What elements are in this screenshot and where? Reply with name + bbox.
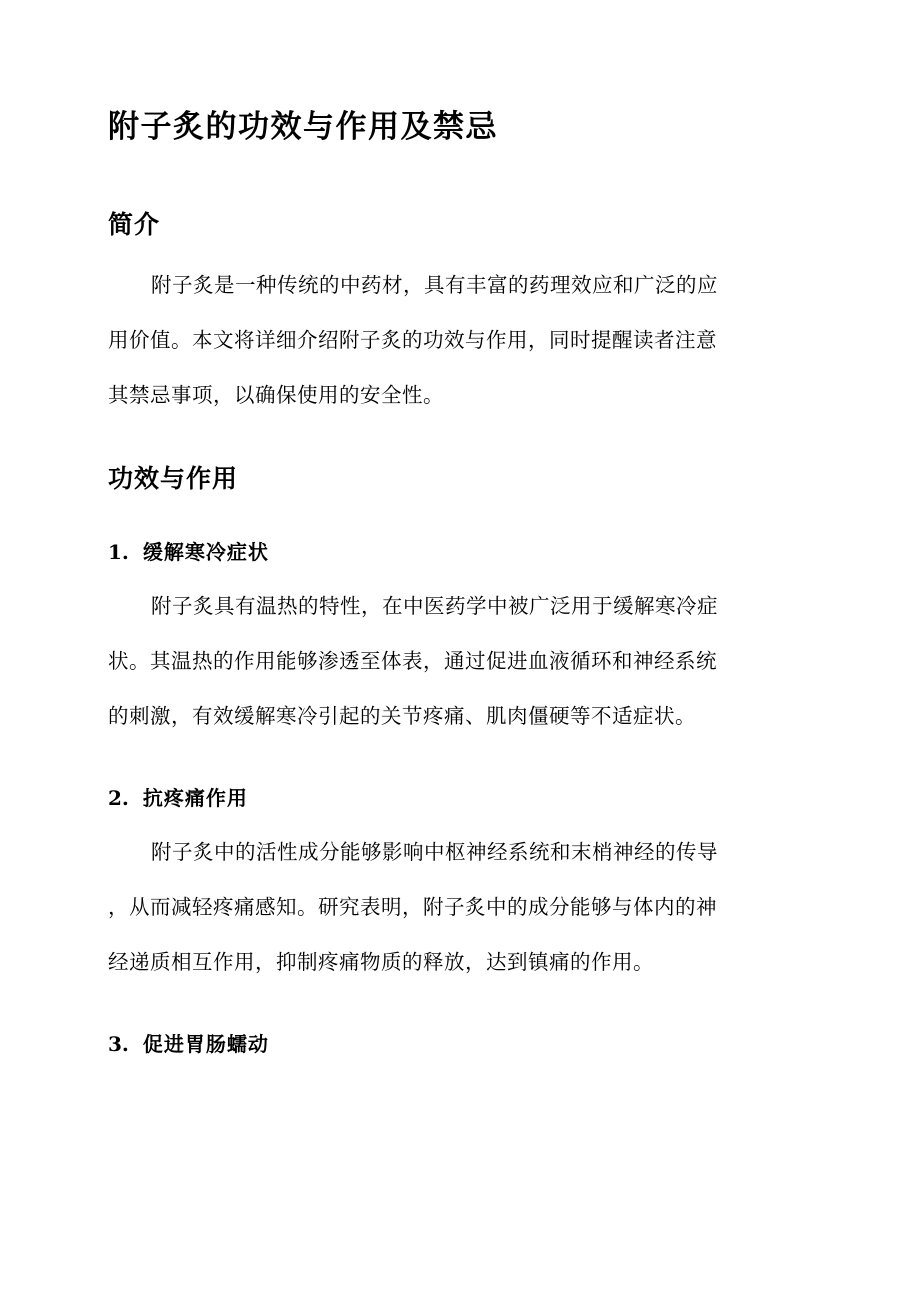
sub-heading-label: 促进胃肠蠕动 <box>142 1032 269 1057</box>
line-text: 附子炙中的活性成分能够影响中枢神经系统和末梢神经的传导 <box>151 840 719 865</box>
sub-heading-promote-gastrointestinal-motility <box>108 990 813 1057</box>
sub-heading-relieve-cold-symptoms <box>108 494 813 565</box>
sub-heading-number: 1. <box>108 540 129 565</box>
paragraph-line: 的刺激，有效缓解寒冷引起的关节疼痛、肌肉僵硬等不适症状。 <box>108 704 696 729</box>
paragraph-line <box>108 825 813 880</box>
paragraph-line: 其禁忌事项，以确保使用的安全性。 <box>108 383 444 407</box>
document-content <box>108 0 813 1057</box>
line-text: 附子炙是一种传统的中药材，具有丰富的药理效应和广泛的应 <box>151 273 719 297</box>
section-heading-effects: 功效与作用 <box>108 464 239 493</box>
paragraph-line <box>108 579 813 634</box>
paragraph-line: 用价值。本文将详细介绍附子炙的功效与作用，同时提醒读者注意 <box>108 328 717 352</box>
page-title: 附子炙的功效与作用及禁忌 <box>108 109 498 145</box>
sub-heading-number: 2. <box>108 786 129 811</box>
line-text: 附子炙具有温热的特性，在中医药学中被广泛用于缓解寒冷症 <box>151 594 719 619</box>
sub-heading-anti-pain-effect <box>108 744 813 811</box>
paragraph-relieve-cold-symptoms <box>108 565 813 744</box>
paragraph-line <box>108 258 813 313</box>
sub-heading-label: 抗疼痛作用 <box>142 786 248 811</box>
paragraph-line: 经递质相互作用，抑制疼痛物质的释放，达到镇痛的作用。 <box>108 950 654 975</box>
section-heading-introduction: 简介 <box>108 209 161 239</box>
sub-heading-number: 3. <box>108 1032 129 1057</box>
paragraph-introduction <box>108 240 813 423</box>
paragraph-line: ，从而减轻疼痛感知。研究表明，附子炙中的成分能够与体内的神 <box>108 895 717 920</box>
paragraph-anti-pain-effect <box>108 811 813 990</box>
sub-heading-label: 缓解寒冷症状 <box>142 540 269 565</box>
paragraph-line: 状。其温热的作用能够渗透至体表，通过促进血液循环和神经系统 <box>108 649 717 674</box>
